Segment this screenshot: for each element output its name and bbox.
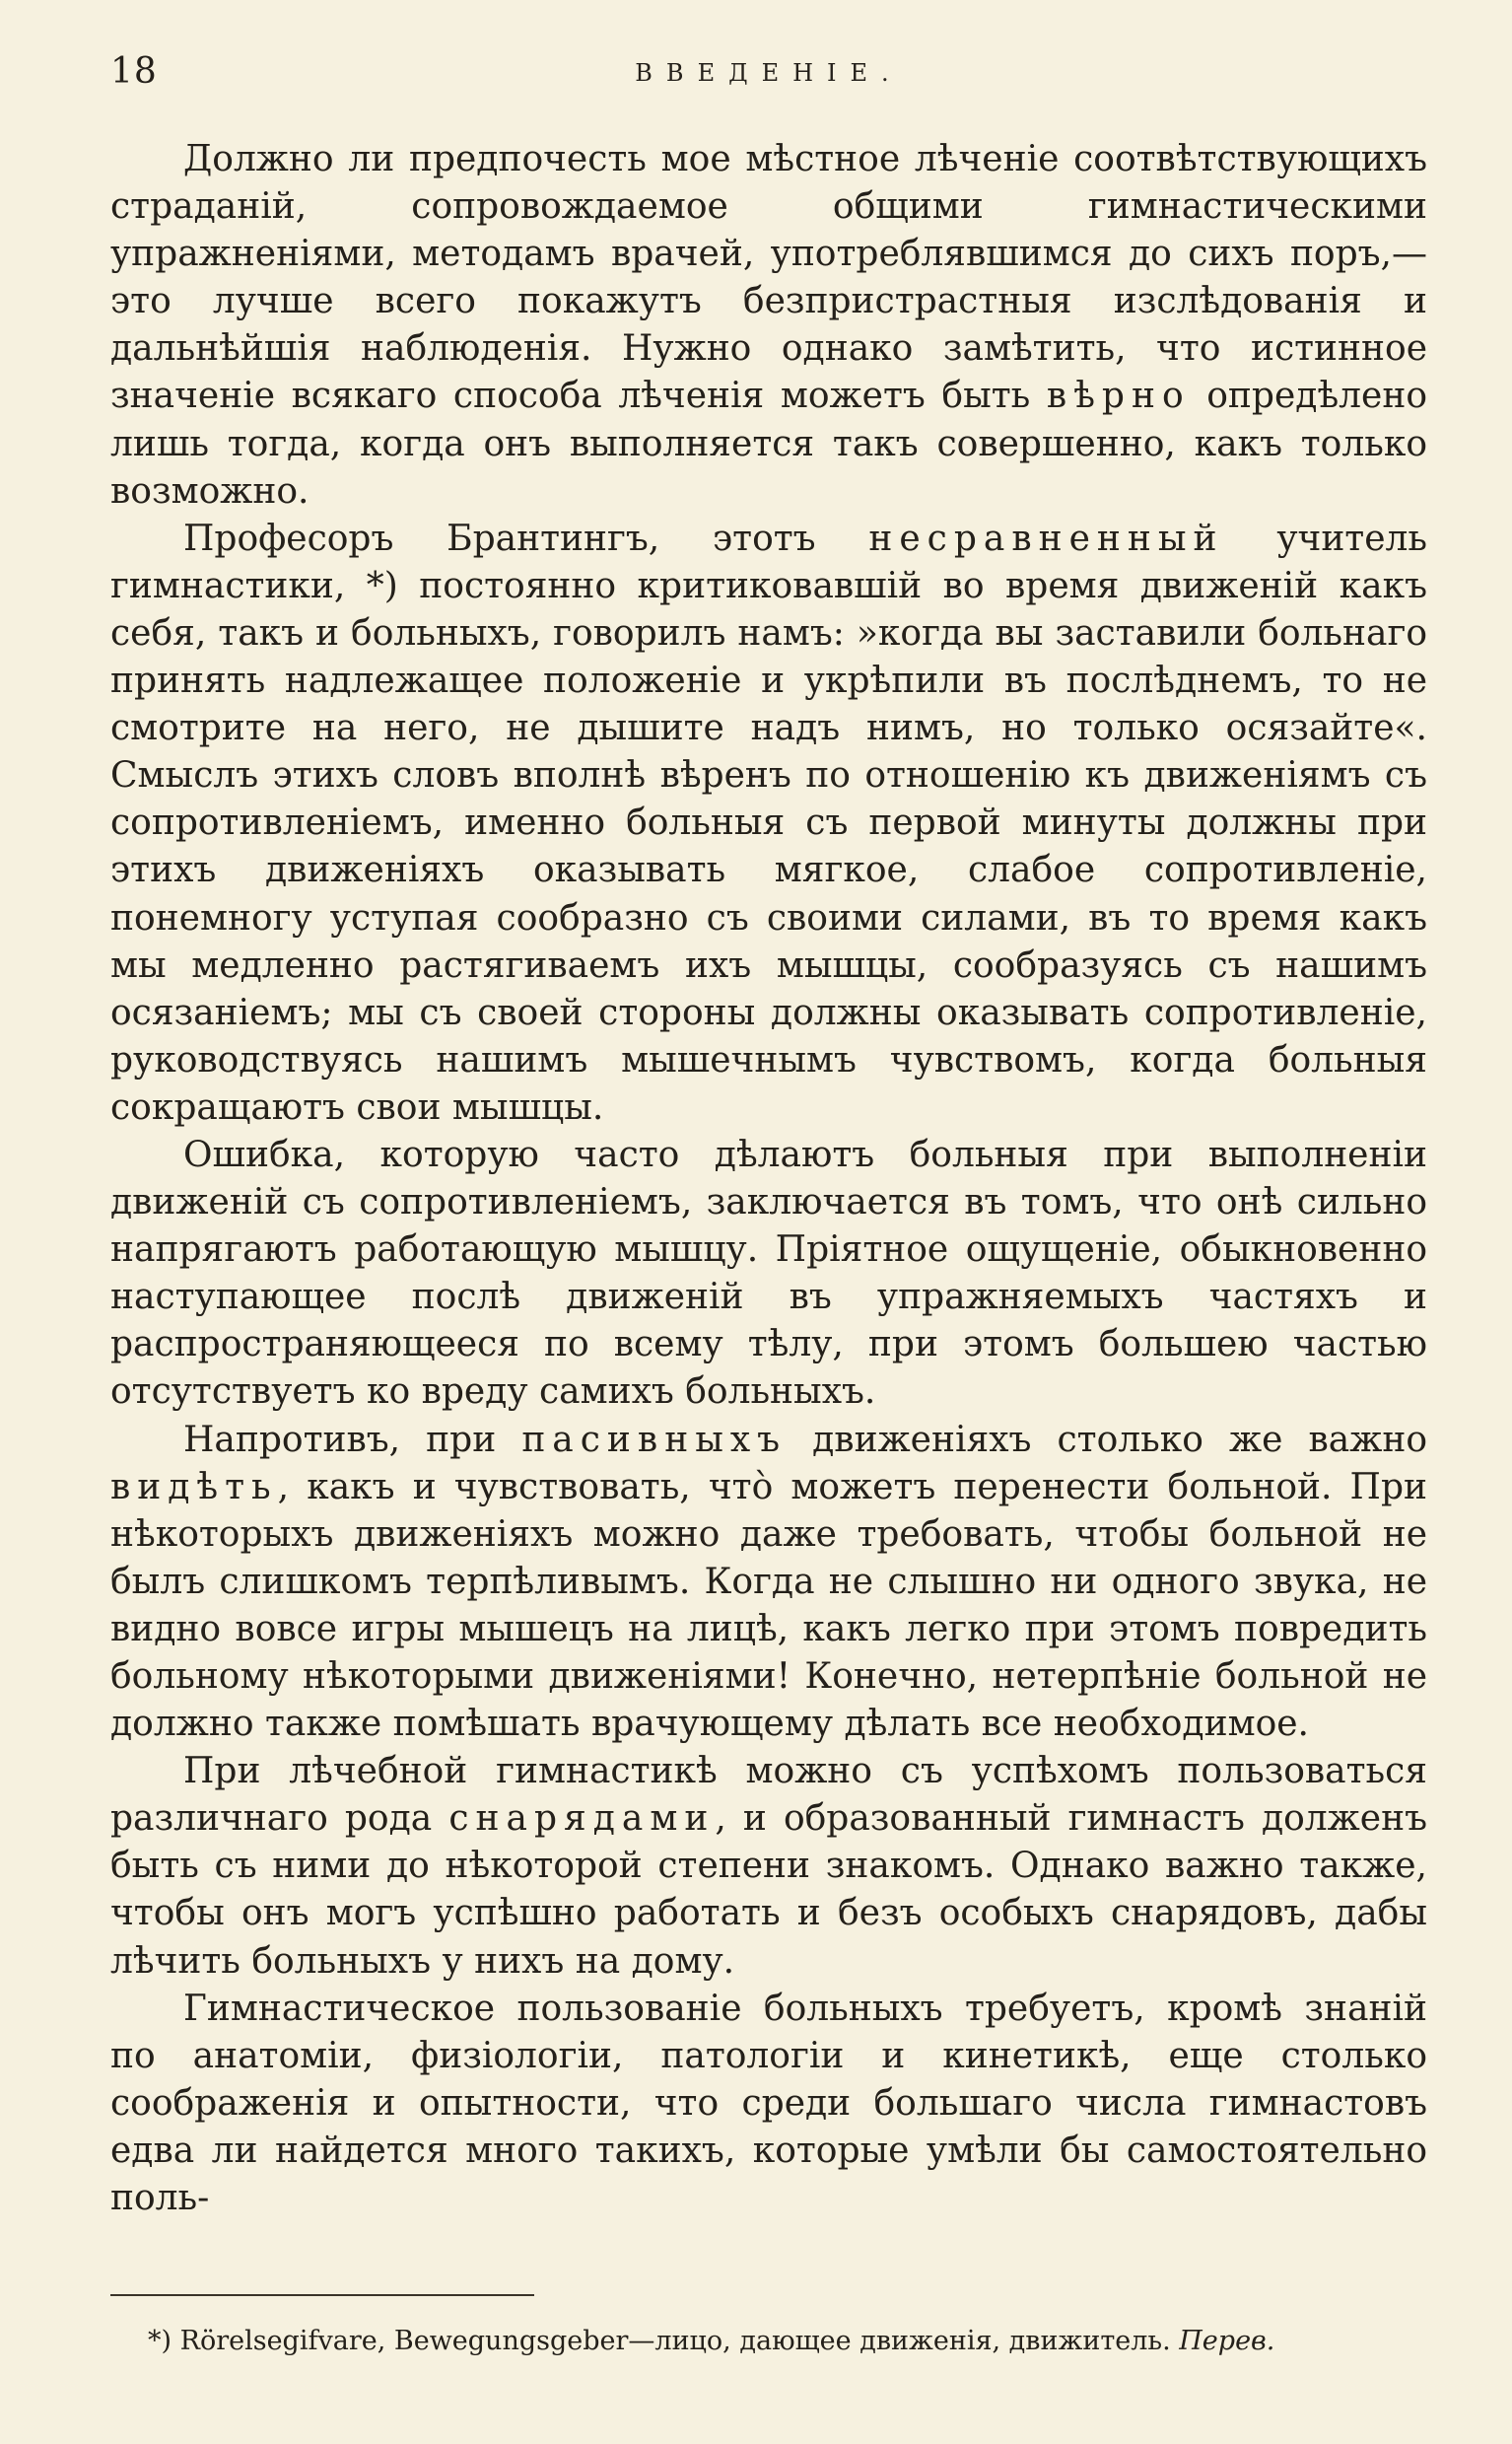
text-run: Ошибка, которую часто дѣлаютъ больныя при выполненіи движеній съ сопротивленіемъ, заключается въ томъ, что онѣ сильно напрягаютъ работающую мышцу. Пріятное ощущеніе, обыкновенно наступающее послѣ движеній въ упражняемыхъ частяхъ и распространяющееся по всему тѣлу, при этомъ большею частью отсутствуетъ ко вреду самихъ больныхъ. [110,1134,1427,1413]
running-head: ВВЕДЕНІЕ. [635,59,903,87]
footnote-attribution: Перев. [1179,2326,1275,2356]
text-run: Должно ли предпочесть мое мѣстное лѣченіе соотвѣтствующихъ страданій, сопровождаемое общими гимнастическими упражненіями, методамъ врачей, употреблявшимся до сихъ поръ,— это лучше всего покажутъ безпристрастныя изслѣдованія и дальнѣйшія наблюденія. Нужно однако замѣтить, что истинное значеніе всякаго способа лѣченія можетъ быть [110,139,1427,417]
spaced-emphasis: снарядами [448,1798,716,1840]
footnote-text: *) Rörelsegifvare, Bewegungsgeber—лицо, дающее движенія, движитель. [148,2326,1180,2356]
footnote-rule [110,2294,534,2296]
paragraph-5 [110,1748,1427,1985]
body-text [110,136,1427,2222]
text-run: учитель гимнастики, *) постоянно критиковавшій во время движеній какъ себя, такъ и больныхъ, говорилъ намъ: »когда вы заставили больнаго принять надлежащее положеніе и укрѣпили въ послѣднемъ, то не смотрите на него, не дышите надъ нимъ, но только осязайте«. Смыслъ этихъ словъ вполнѣ вѣренъ по отношенію къ движеніямъ съ сопротивленіемъ, именно больныя съ первой минуты должны при этихъ движеніяхъ оказывать мягкое, слабое сопротивленіе, понемногу уступая сообразно съ своими силами, въ то время какъ мы медленно растягиваемъ ихъ мышцы, сообразуясь съ нашимъ осязаніемъ; мы съ своей стороны должны оказывать сопротивленіе, руководствуясь нашимъ мышечнымъ чувствомъ, когда больныя сокращаютъ свои мышцы. [110,518,1427,1128]
paragraph-6 [110,1986,1427,2222]
paragraph-2 [110,516,1427,1132]
text-run: , и образованный гимнастъ долженъ быть съ ними до нѣкоторой степени знакомъ. Однако важно также, чтобы онъ могъ успѣшно работать и безъ особыхъ снарядовъ, дабы лѣчить больныхъ у нихъ на дому. [110,1798,1427,1982]
paragraph-1 [110,136,1427,516]
footnote [148,2324,1427,2359]
page-header [110,51,1427,103]
spaced-emphasis: пасивныхъ [521,1419,788,1460]
page-number: 18 [110,51,158,92]
text-run: Напротивъ, при [183,1419,522,1460]
text-run: движеніяхъ столько же важно [787,1419,1428,1460]
text-run: Професоръ Брантингъ, этотъ [183,518,869,559]
spaced-emphasis: несравненный [868,518,1224,559]
text-run: Гимнастическое пользованіе больныхъ требуетъ, кромѣ знаній по анатоміи, физіологіи, патологіи и кинетикѣ, еще столько соображенія и опытности, что среди большаго числа гимнастовъ едва ли найдется много такихъ, которые умѣли бы самостоятельно поль- [110,1988,1427,2219]
paragraph-4 [110,1417,1427,1749]
text-run: опредѣлено лишь тогда, когда онъ выполняется такъ совершенно, какъ только возможно. [110,376,1427,512]
paragraph-3 [110,1132,1427,1417]
spaced-emphasis: вѣрно [1046,376,1191,417]
spaced-emphasis: видѣть [110,1466,278,1507]
text-run: , какъ и чувствовать, что̀ можетъ перенести больной. При нѣкоторыхъ движеніяхъ можно даже требовать, чтобы больной не былъ слишкомъ терпѣливымъ. Когда не слышно ни одного звука, не видно вовсе игры мышецъ на лицѣ, какъ легко при этомъ повредить больному нѣкоторыми движеніями! Конечно, нетерпѣніе больной не должно также помѣшать врачующему дѣлать все необходимое. [110,1466,1427,1745]
text-run: При лѣчебной гимнастикѣ можно съ успѣхомъ пользоваться различнаго рода [110,1751,1427,1840]
